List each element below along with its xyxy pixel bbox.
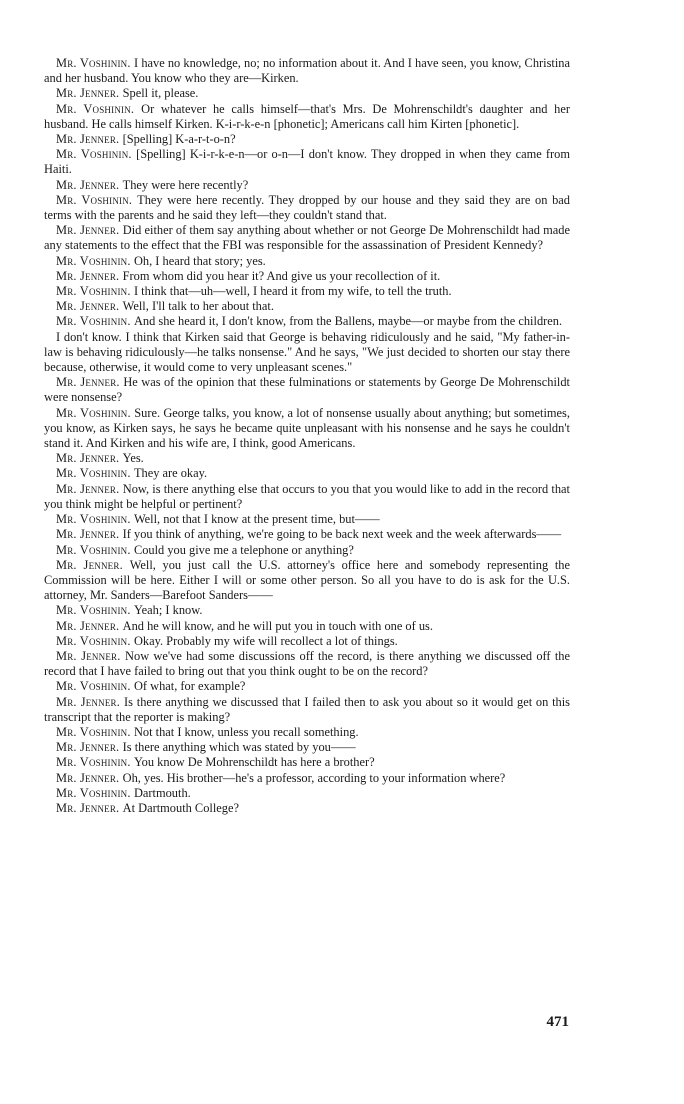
utterance-text: Is there anything which was stated by you——: [122, 740, 356, 755]
speaker-label: Mr. Voshinin.: [56, 542, 131, 557]
utterance-text: They were here recently?: [122, 177, 249, 192]
utterance-text: Oh, I heard that story; yes.: [133, 253, 266, 268]
utterance-text: Dartmouth.: [133, 785, 191, 800]
speaker-label: Mr. Jenner.: [56, 740, 120, 755]
transcript-paragraph: [44, 649, 570, 679]
transcript-paragraph: [44, 786, 570, 801]
utterance-text: Not that I know, unless you recall something.: [133, 724, 359, 739]
transcript-paragraph: [44, 755, 570, 770]
transcript-paragraph: [44, 603, 570, 618]
transcript-paragraph: [44, 178, 570, 193]
speaker-label: Mr. Voshinin.: [56, 56, 131, 70]
transcript-paragraph: [44, 543, 570, 558]
speaker-label: Mr. Jenner.: [56, 132, 120, 147]
utterance-text: [Spelling] K-i-r-k-e-n—or o-n—I don't know. They dropped in when they came from Haiti.: [44, 147, 570, 177]
speaker-label: Mr. Voshinin.: [56, 603, 131, 618]
speaker-label: Mr. Voshinin.: [56, 755, 131, 770]
speaker-label: Mr. Voshinin.: [56, 147, 132, 162]
transcript-paragraph: [44, 193, 570, 223]
utterance-text: Now, is there anything else that occurs to you that you would like to add in the record that you think might be helpful or pertinent?: [44, 481, 570, 511]
speaker-label: Mr. Jenner.: [56, 800, 120, 815]
utterance-text: Okay. Probably my wife will recollect a lot of things.: [133, 633, 398, 648]
speaker-label: Mr. Voshinin.: [56, 253, 131, 268]
transcript-paragraph: [44, 801, 570, 816]
speaker-label: Mr. Voshinin.: [56, 466, 131, 481]
speaker-label: Mr. Jenner.: [56, 648, 121, 663]
transcript-paragraph: [44, 132, 570, 147]
transcript-paragraph: [44, 771, 570, 786]
transcript-paragraph: [44, 375, 570, 405]
utterance-text: I have no knowledge, no; no information about it. And I have seen, you know, Christina and her husband. You know who they are—Kirken.: [44, 56, 570, 86]
utterance-text: Yes.: [122, 451, 144, 466]
speaker-label: Mr. Jenner.: [56, 770, 120, 785]
utterance-text: Spell it, please.: [122, 86, 199, 101]
speaker-label: Mr. Jenner.: [56, 481, 120, 496]
transcript-paragraph: [44, 223, 570, 253]
utterance-text: From whom did you hear it? And give us your recollection of it.: [122, 268, 441, 283]
utterance-text: And she heard it, I don't know, from the Ballens, maybe—or maybe from the children.: [133, 314, 563, 329]
transcript-paragraph: [44, 679, 570, 694]
utterance-text: I don't know. I think that Kirken said that George is behaving ridiculously and he said, "My father-in-law is behaving ridiculously—he talks nonsense." And he says, "We just decided to shorten our stay there because, otherwise, it would come to very unpleasant scenes.": [44, 329, 570, 375]
speaker-label: Mr. Voshinin.: [56, 314, 131, 329]
transcript-paragraph: [44, 466, 570, 481]
speaker-label: Mr. Voshinin.: [56, 679, 131, 694]
page-number: 471: [546, 1014, 569, 1030]
transcript-page: [44, 56, 570, 816]
transcript-paragraph: [44, 725, 570, 740]
transcript-continuation-paragraph: [44, 330, 570, 376]
transcript-paragraph: [44, 406, 570, 452]
speaker-label: Mr. Jenner.: [56, 694, 121, 709]
transcript-paragraph: [44, 634, 570, 649]
speaker-label: Mr. Jenner.: [56, 86, 120, 101]
utterance-text: He was of the opinion that these fulminations or statements by George De Mohrenschildt were nonsense?: [44, 375, 570, 405]
speaker-label: Mr. Voshinin.: [56, 633, 131, 648]
utterance-text: Well, not that I know at the present time, but——: [133, 512, 380, 527]
utterance-text: Well, I'll talk to her about that.: [122, 299, 274, 314]
utterance-text: If you think of anything, we're going to be back next week and the week afterwards——: [122, 527, 562, 542]
speaker-label: Mr. Jenner.: [56, 451, 120, 466]
utterance-text: Oh, yes. His brother—he's a professor, according to your information where?: [122, 770, 506, 785]
transcript-paragraph: [44, 284, 570, 299]
utterance-text: Is there anything we discussed that I failed then to ask you about so it would get on this transcript that the reporter is making?: [44, 694, 570, 724]
utterance-text: Now we've had some discussions off the record, is there anything we discussed off the record that I have failed to bring out that you think ought to be on the record?: [44, 648, 570, 679]
transcript-paragraph: [44, 254, 570, 269]
transcript-paragraph: [44, 147, 570, 177]
speaker-label: Mr. Jenner.: [56, 299, 120, 314]
speaker-label: Mr. Voshinin.: [56, 724, 131, 739]
speaker-label: Mr. Jenner.: [56, 618, 120, 633]
utterance-text: Sure. George talks, you know, a lot of nonsense usually about anything; but sometimes, you know, as Kirken says, he says he became quite unpleasant with his nonsense and he says he couldn't stand it. And Kirken and his wife are, I think, good Americans.: [44, 405, 570, 451]
speaker-label: Mr. Voshinin.: [56, 785, 131, 800]
speaker-label: Mr. Jenner.: [56, 557, 123, 572]
speaker-label: Mr. Voshinin.: [56, 405, 131, 420]
utterance-text: They are okay.: [133, 466, 208, 481]
transcript-paragraph: [44, 619, 570, 634]
utterance-text: Yeah; I know.: [133, 603, 203, 618]
utterance-text: Could you give me a telephone or anything?: [133, 542, 354, 557]
speaker-label: Mr. Jenner.: [56, 223, 120, 238]
speaker-label: Mr. Voshinin.: [56, 101, 135, 116]
transcript-paragraph: [44, 527, 570, 542]
utterance-text: I think that—uh—well, I heard it from my wife, to tell the truth.: [133, 284, 452, 299]
speaker-label: Mr. Jenner.: [56, 177, 120, 192]
speaker-label: Mr. Jenner.: [56, 268, 120, 283]
utterance-text: Well, you just call the U.S. attorney's office here and somebody representing the Commission will be here. Either I will or some other person. So all you have to do is ask for the U.S. attorney, Mr. Sanders—Barefoot Sanders——: [44, 557, 570, 603]
utterance-text: Or whatever he calls himself—that's Mrs. De Mohrenschildt's daughter and her husband. He calls himself Kirken. K-i-r-k-e-n [phonetic]; Americans call him Kirten [phonetic].: [44, 101, 570, 131]
utterance-text: And he will know, and he will put you in touch with one of us.: [122, 618, 433, 633]
transcript-paragraph: [44, 56, 570, 86]
utterance-text: They were here recently. They dropped by our house and they said they are on bad terms with the parents and he said they left—they couldn't stand that.: [44, 192, 570, 223]
transcript-paragraph: [44, 695, 570, 725]
transcript-paragraph: [44, 558, 570, 604]
speaker-label: Mr. Jenner.: [56, 375, 120, 390]
speaker-label: Mr. Jenner.: [56, 527, 120, 542]
transcript-paragraph: [44, 299, 570, 314]
utterance-text: [Spelling] K-a-r-t-o-n?: [122, 132, 236, 147]
transcript-paragraph: [44, 482, 570, 512]
transcript-paragraph: [44, 102, 570, 132]
transcript-paragraph: [44, 740, 570, 755]
transcript-paragraph: [44, 512, 570, 527]
utterance-text: Did either of them say anything about whether or not George De Mohrenschildt had made any statements to the effect that the FBI was responsible for the assassination of President Kennedy?: [44, 223, 570, 253]
transcript-paragraph: [44, 451, 570, 466]
transcript-paragraph: [44, 269, 570, 284]
utterance-text: Of what, for example?: [133, 679, 246, 694]
transcript-paragraph: [44, 314, 570, 329]
transcript-paragraph: [44, 86, 570, 101]
speaker-label: Mr. Voshinin.: [56, 192, 133, 207]
utterance-text: At Dartmouth College?: [122, 800, 239, 815]
utterance-text: You know De Mohrenschildt has here a brother?: [133, 755, 375, 770]
speaker-label: Mr. Voshinin.: [56, 512, 131, 527]
speaker-label: Mr. Voshinin.: [56, 284, 131, 299]
